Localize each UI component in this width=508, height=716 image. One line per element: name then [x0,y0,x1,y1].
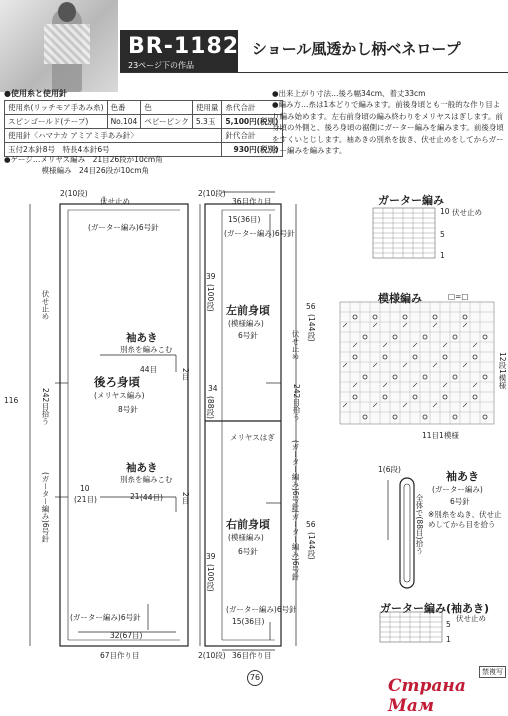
back-cast-on: 67目作り目 [100,651,140,660]
garter-fuse: 伏せ止め [452,208,482,217]
yarn-header: 糸代合計 [222,101,282,115]
front-cast-on: 36目作り目 [232,651,272,660]
garter2-chart-title: ガーター編み(袖あき) [380,602,490,615]
garter2-tick-1: 1 [446,635,451,644]
front-sts15-b: 15(36目) [232,617,265,626]
instruction-line: ●編み方…糸は1本どりで編みます。前後身頃とも一般的な作り目より編み始めます。左右前身頃の編み終わりをメリヤスはぎします。前身頃の外側と、後ろ身頃の裾側にガーター編みを編みます。前後身頃をすくいとじします。袖あきの別糸を抜き、伏せ止めをしてからガーター編みを編みます。 [272,100,504,156]
yarn-cell: ペビーピンク [141,115,193,129]
front-h56a: 56 [306,302,316,311]
pattern-chart-title: 模様編み [378,292,422,305]
garter2-tick-5: 5 [446,620,451,629]
front-h39b-rows: (100段) [206,564,215,592]
back-garter-top: (ガーター編み)6号針 [88,223,159,232]
yarn-cell: 5.3玉 [192,115,222,129]
back-top-rows: 2(10段) [60,189,88,198]
front-h56a-rows: (144段) [307,314,316,342]
pattern-rows: 12段1模様 [498,352,507,389]
back-body-title: 後ろ身頃 [94,375,140,389]
back-bind-left: 伏せ止め [41,290,50,320]
sleeve-open-note: 別糸を編みこむ [120,345,173,354]
needle-header: 使用針〈ハマナカ アミアミ手あみ針〉 [5,129,222,143]
garter-tick-1: 1 [440,251,445,260]
needle-cost: 930円(税別) [222,143,282,157]
front-garter-side-2: (ガーター編み)6号針 [291,510,300,581]
front-garter-bottom: (ガーター編み)6号針 [226,605,297,614]
gauge-line: 模様編み 24目26段が10cm角 [4,166,150,175]
sleeve-chart-sub: (ガーター編み) [432,485,483,494]
pattern-title: ショール風透かし柄ベネロープ [252,40,461,58]
watermark: Страна Мам [388,676,466,716]
front-bind: 伏せ止め [291,330,300,360]
back-width: 32(67目) [110,631,143,640]
left-front-needle: 6号針 [238,331,258,340]
yarn-header: 使用量 [192,101,222,115]
garter-tick-5: 5 [440,230,445,239]
page-reference: 23ページ下の作品 [128,61,195,70]
needle-cost-header: 針代合計 [222,129,282,143]
front-sts15: 15(36目) [228,215,261,224]
yarn-cost: 5,100円(税別) [222,115,282,129]
sleeve-chart-round: 全体で(88目)拾う [415,494,424,555]
yarn-cell: スピンゴールド(テープ) [5,115,108,129]
sleeve-open-title: 袖あき [126,332,158,344]
back-rows2: 2目 [181,492,190,505]
right-front-title: 右前身頃 [226,518,270,531]
sleeve-open-title-2: 袖あき [126,462,158,474]
pattern-code: BR-11823 [128,34,256,59]
yarn-header: 色番 [107,101,141,115]
front-top-cast-on: 36目作り目 [232,197,272,206]
back-height-rows: 242目拾う [41,388,50,425]
right-front-subtitle: (模様編み) [228,533,264,542]
back-fuse-label: 伏せ止め [100,197,130,206]
sleeve-chart-note: ※別糸をぬき、伏せ止めしてから目を拾う [428,510,502,529]
sleeve-chart-needle: 6号針 [450,497,470,506]
back-garter-side: (ガーター編み)6号針 [41,472,50,543]
sleeve-rows: 1(6段) [378,465,401,474]
yarn-header: 色 [141,101,193,115]
sleeve-open-rows: 2目 [181,368,190,381]
front-h34: 34 [208,384,218,393]
back-height-total: 116 [4,396,19,405]
front-top-label: 2(10段) [198,189,226,198]
front-bottom-rows: 2(10段) [198,651,226,660]
page-number: 76 [247,670,263,686]
sleeve-open-note-2: 別糸を編みこむ [120,475,173,484]
front-seam: メリヤスはぎ [230,433,275,442]
needle-cell: 玉付2本針8号 特長4本針6号 [5,143,222,157]
back-sts21-b: 21 [130,492,140,501]
front-garter-top: (ガーター編み)6号針 [224,229,295,238]
sleeve-open-sts: 44目 [140,365,158,374]
back-garter-bottom: (ガーター編み)6号針 [70,613,141,622]
front-h39a-rows: (100段) [206,284,215,312]
back-body-subtitle: (メリヤス編み) [94,391,145,400]
garter-tick-10: 10 [440,207,450,216]
yarn-header: 使用糸(リッチモア手あみ糸) [5,101,108,115]
left-front-subtitle: (模様編み) [228,319,264,328]
back-cm10: 10 [80,484,90,493]
front-h56b: 56 [306,520,316,529]
materials-title: ●使用糸と使用針 [4,89,67,98]
left-front-title: 左前身頃 [226,304,270,317]
pattern-repeat: 11目1模様 [422,431,459,440]
back-sts44: (44目) [140,493,163,502]
copy-badge: 禁複写 [479,666,506,678]
back-body-needle: 8号針 [118,405,138,414]
front-garter-side-1: (ガーター編み)6号針 [291,440,300,511]
garter2-fuse: 伏せ止め [456,614,486,623]
back-sts21: (21目) [74,495,97,504]
front-h39b: 39 [206,552,216,561]
yarn-cell: No.104 [107,115,141,129]
front-h34-rows: (88段) [206,396,215,419]
pattern-legend: □=□ [448,292,469,301]
front-h39a: 39 [206,272,216,281]
right-front-needle: 6号針 [238,547,258,556]
instruction-line: ●出来上がり寸法…後ろ幅34cm、着丈33cm [272,89,426,98]
gauge-line: ●ゲージ…メリヤス編み 21目26段が10cm角 [4,155,163,164]
garter-chart-title: ガーター編み [378,194,444,207]
sleeve-chart-title: 袖あき [446,470,479,483]
front-pick: 242目拾う [292,384,301,421]
front-h56b-rows: (144段) [307,532,316,560]
